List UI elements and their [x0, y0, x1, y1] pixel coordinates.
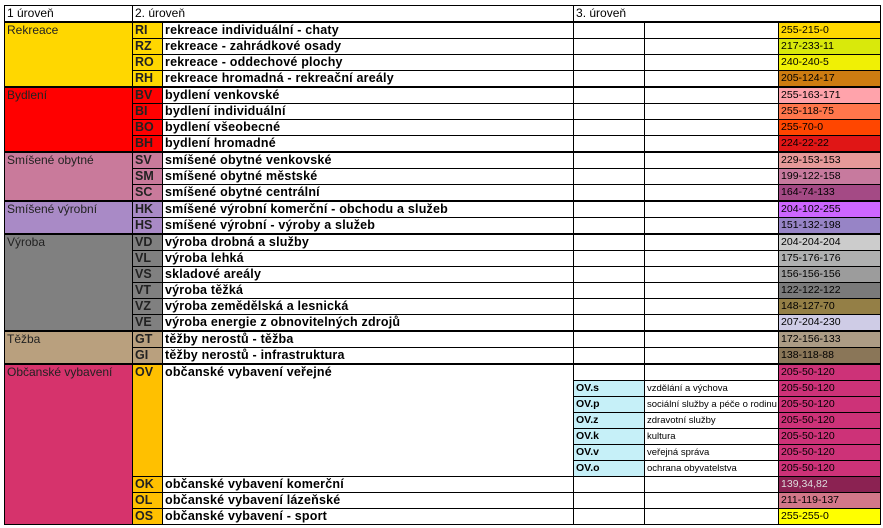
level3-empty	[574, 87, 645, 104]
row-code: RO	[133, 55, 163, 71]
row-code: BI	[133, 104, 163, 120]
rgb-swatch: 122-122-122	[779, 283, 881, 299]
table-row	[5, 169, 881, 185]
row-name: výroba zemědělská a lesnická	[163, 299, 574, 315]
row-code: BV	[133, 87, 163, 104]
level3-empty	[645, 348, 779, 365]
level3-name: kultura	[645, 429, 779, 445]
level3-empty	[574, 477, 645, 493]
row-name: občanské vybavení - sport	[163, 509, 574, 525]
row-code: SV	[133, 152, 163, 169]
level3-empty	[574, 55, 645, 71]
row-name: občanské vybavení lázeňské	[163, 493, 574, 509]
level3-empty	[645, 104, 779, 120]
rgb-swatch: 229-153-153	[779, 152, 881, 169]
row-name: bydlení všeobecné	[163, 120, 574, 136]
row-name: bydlení hromadné	[163, 136, 574, 153]
rgb-swatch: 148-127-70	[779, 299, 881, 315]
row-code: OK	[133, 477, 163, 493]
level3-empty	[645, 234, 779, 251]
row-code: HS	[133, 218, 163, 235]
level3-code: OV.k	[574, 429, 645, 445]
table-row	[5, 201, 881, 218]
row-code: BH	[133, 136, 163, 153]
level3-empty	[574, 120, 645, 136]
level3-empty	[574, 234, 645, 251]
level3-empty	[645, 136, 779, 153]
level3-empty	[645, 201, 779, 218]
level1-label: Občanské vybavení	[5, 364, 133, 525]
level3-empty	[574, 331, 645, 348]
table-row	[5, 364, 881, 381]
row-code: VE	[133, 315, 163, 332]
rgb-swatch: 255-255-0	[779, 509, 881, 525]
row-name: rekreace - oddechové plochy	[163, 55, 574, 71]
row-code: OS	[133, 509, 163, 525]
rgb-swatch: 205-50-120	[779, 429, 881, 445]
level3-empty	[574, 509, 645, 525]
level3-empty	[645, 185, 779, 202]
table-row	[5, 348, 881, 365]
table-row	[5, 509, 881, 525]
row-name: občanské vybavení komerční	[163, 477, 574, 493]
row-name: rekreace - zahrádkové osady	[163, 39, 574, 55]
level1-label: Rekreace	[5, 22, 133, 87]
rgb-swatch: 199-122-158	[779, 169, 881, 185]
row-name: smíšené obytné centrální	[163, 185, 574, 202]
table-row	[5, 87, 881, 104]
level3-code: OV.p	[574, 397, 645, 413]
row-code: GI	[133, 348, 163, 365]
level3-empty	[645, 283, 779, 299]
rgb-swatch: 205-50-120	[779, 413, 881, 429]
row-code: RI	[133, 22, 163, 39]
row-name: bydlení venkovské	[163, 87, 574, 104]
level3-empty	[574, 283, 645, 299]
row-name: skladové areály	[163, 267, 574, 283]
level3-name: sociální služby a péče o rodinu	[645, 397, 779, 413]
level3-name: ochrana obyvatelstva	[645, 461, 779, 477]
table-row	[5, 185, 881, 202]
row-code: VS	[133, 267, 163, 283]
level3-empty	[574, 185, 645, 202]
row-name: výroba lehká	[163, 251, 574, 267]
row-name: výroba drobná a služby	[163, 234, 574, 251]
level3-empty	[645, 169, 779, 185]
rgb-swatch: 204-102-255	[779, 201, 881, 218]
table-row	[5, 267, 881, 283]
level1-label: Smíšené obytné	[5, 152, 133, 201]
row-code: OV	[133, 364, 163, 477]
level3-empty	[574, 299, 645, 315]
level3-empty	[645, 22, 779, 39]
level3-empty	[574, 152, 645, 169]
rgb-swatch: 205-50-120	[779, 364, 881, 381]
header-level1: 1 úroveň	[5, 6, 133, 23]
level1-label: Výroba	[5, 234, 133, 331]
level3-empty	[645, 218, 779, 235]
level3-name: veřejná správa	[645, 445, 779, 461]
row-name: výroba těžká	[163, 283, 574, 299]
level3-code: OV.o	[574, 461, 645, 477]
rgb-swatch: 205-50-120	[779, 445, 881, 461]
level3-empty	[645, 477, 779, 493]
table-row	[5, 152, 881, 169]
row-code: VT	[133, 283, 163, 299]
level1-label: Těžba	[5, 331, 133, 364]
level3-empty	[574, 39, 645, 55]
rgb-swatch: 205-50-120	[779, 397, 881, 413]
level3-empty	[574, 267, 645, 283]
row-code: VD	[133, 234, 163, 251]
row-name: smíšené obytné venkovské	[163, 152, 574, 169]
level3-name: vzdělání a výchova	[645, 381, 779, 397]
row-name: rekreace individuální - chaty	[163, 22, 574, 39]
level3-empty	[645, 493, 779, 509]
rgb-swatch: 204-204-204	[779, 234, 881, 251]
level1-label: Bydlení	[5, 87, 133, 152]
rgb-swatch: 205-50-120	[779, 461, 881, 477]
level3-empty	[645, 331, 779, 348]
rgb-swatch: 139,34,82	[779, 477, 881, 493]
row-code: RZ	[133, 39, 163, 55]
level3-empty	[645, 120, 779, 136]
row-code: SM	[133, 169, 163, 185]
level3-empty	[574, 315, 645, 332]
rgb-swatch: 255-118-75	[779, 104, 881, 120]
row-name: smíšené výrobní komerční - obchodu a služeb	[163, 201, 574, 218]
header-level3: 3. úroveň	[574, 6, 881, 23]
row-code: VZ	[133, 299, 163, 315]
level3-empty	[645, 152, 779, 169]
rgb-swatch: 224-22-22	[779, 136, 881, 153]
level3-empty	[645, 509, 779, 525]
row-name: občanské vybavení veřejné	[163, 364, 574, 477]
level3-code: OV.s	[574, 381, 645, 397]
level3-empty	[645, 251, 779, 267]
table-row	[5, 477, 881, 493]
table-row	[5, 299, 881, 315]
table-row	[5, 22, 881, 39]
table-row	[5, 493, 881, 509]
level3-empty	[645, 315, 779, 332]
level3-empty	[574, 348, 645, 365]
table-row	[5, 251, 881, 267]
table-row	[5, 120, 881, 136]
header-level2: 2. úroveň	[133, 6, 574, 23]
row-name: těžby nerostů - infrastruktura	[163, 348, 574, 365]
level3-empty	[574, 201, 645, 218]
level1-label: Smíšené výrobní	[5, 201, 133, 234]
rgb-swatch: 211-119-137	[779, 493, 881, 509]
row-code: OL	[133, 493, 163, 509]
row-code: SC	[133, 185, 163, 202]
level3-empty	[645, 71, 779, 88]
level3-empty	[645, 267, 779, 283]
level3-empty	[645, 299, 779, 315]
level3-empty	[645, 87, 779, 104]
level3-empty	[645, 39, 779, 55]
table-row	[5, 218, 881, 235]
row-name: výroba energie z obnovitelných zdrojů	[163, 315, 574, 332]
rgb-swatch: 175-176-176	[779, 251, 881, 267]
table-row	[5, 104, 881, 120]
rgb-swatch: 217-233-11	[779, 39, 881, 55]
rgb-swatch: 164-74-133	[779, 185, 881, 202]
table-row	[5, 234, 881, 251]
land-use-table	[4, 5, 881, 525]
rgb-swatch: 156-156-156	[779, 267, 881, 283]
level3-empty	[645, 364, 779, 381]
table-row	[5, 315, 881, 332]
table-row	[5, 136, 881, 153]
level3-code: OV.z	[574, 413, 645, 429]
level3-empty	[574, 22, 645, 39]
level3-empty	[574, 136, 645, 153]
level3-empty	[645, 55, 779, 71]
level3-name: zdravotní služby	[645, 413, 779, 429]
table-row	[5, 55, 881, 71]
row-code: VL	[133, 251, 163, 267]
rgb-swatch: 205-124-17	[779, 71, 881, 88]
rgb-swatch: 255-70-0	[779, 120, 881, 136]
level3-empty	[574, 218, 645, 235]
rgb-swatch: 205-50-120	[779, 381, 881, 397]
level3-empty	[574, 169, 645, 185]
row-name: těžby nerostů - těžba	[163, 331, 574, 348]
row-code: GT	[133, 331, 163, 348]
header-row	[5, 6, 881, 23]
row-name: smíšené výrobní - výroby a služeb	[163, 218, 574, 235]
level3-code: OV.v	[574, 445, 645, 461]
level3-empty	[574, 364, 645, 381]
rgb-swatch: 240-240-5	[779, 55, 881, 71]
rgb-swatch: 255-163-171	[779, 87, 881, 104]
row-name: smíšené obytné městské	[163, 169, 574, 185]
level3-empty	[574, 251, 645, 267]
level3-empty	[574, 71, 645, 88]
level3-empty	[574, 104, 645, 120]
row-code: BO	[133, 120, 163, 136]
rgb-swatch: 255-215-0	[779, 22, 881, 39]
table-row	[5, 39, 881, 55]
level3-empty	[574, 493, 645, 509]
rgb-swatch: 207-204-230	[779, 315, 881, 332]
row-code: RH	[133, 71, 163, 88]
rgb-swatch: 151-132-198	[779, 218, 881, 235]
table-row	[5, 331, 881, 348]
table-row	[5, 283, 881, 299]
row-code: HK	[133, 201, 163, 218]
rgb-swatch: 138-118-88	[779, 348, 881, 365]
table-row	[5, 71, 881, 88]
row-name: rekreace hromadná - rekreační areály	[163, 71, 574, 88]
rgb-swatch: 172-156-133	[779, 331, 881, 348]
row-name: bydlení individuální	[163, 104, 574, 120]
